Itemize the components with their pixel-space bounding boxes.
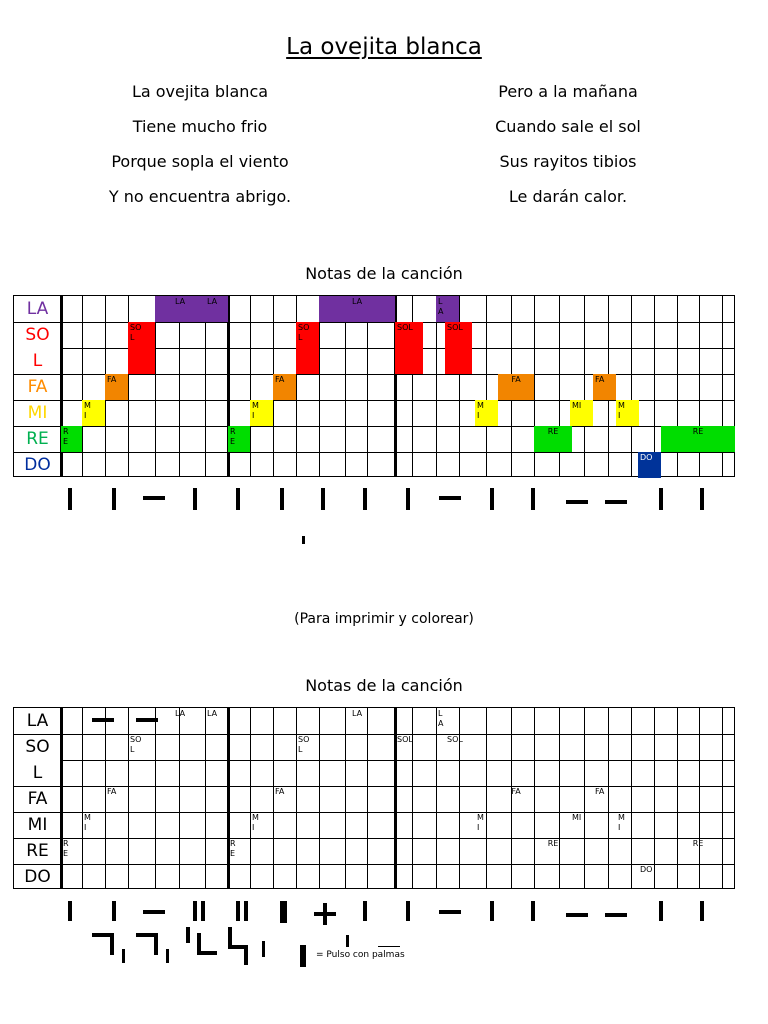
grid-column-line [345,296,346,476]
grid-column-line [82,296,83,476]
pulse-bar [659,901,663,921]
pulse-bar [700,488,704,510]
note-mi: M I [250,400,273,426]
pulse-bar [406,488,410,510]
note-sol: SOL [445,322,472,374]
note-sol: SOL [447,735,463,744]
pulse-thick-bar [300,945,306,967]
pulse-bracket [92,933,112,937]
rhythm-marks-colored [0,480,768,550]
row-label-re: RE [26,841,49,861]
row-label-la: LA [26,711,49,731]
note-fa: FA [498,374,534,400]
row-label-do: DO [24,455,51,475]
note-mi: M I [616,400,639,426]
note-la: LA [174,709,186,718]
pulse-dash [566,913,588,917]
pulse-small [122,949,125,963]
note-mi: M I [84,813,91,832]
pulse-bar [321,488,325,510]
pulse-bar [406,901,410,921]
legend-text: = Pulso con palmas [316,950,405,960]
row-label-l: L [32,351,43,371]
note-re: R E [61,426,82,452]
note-fa: FA [511,787,521,796]
lyric-right-4: Le darán calor. [508,187,628,206]
note-sol: SO L [130,735,142,754]
row-label-fa: FA [27,377,48,397]
pulse-bar [363,901,367,921]
pulse-bar [363,488,367,510]
grid-column-line [319,708,320,888]
pulse-thick-bar [280,901,287,923]
note-mi: M I [477,813,484,832]
grid-row-line [14,426,734,427]
lyric-left-2: Tiene mucho frio [132,117,268,136]
pulse-dash [566,500,588,504]
section-title-blank: Notas de la canción [305,676,463,695]
row-label-so: SO [25,325,50,345]
note-la: LA [155,296,205,322]
pulse-bracket [154,933,158,955]
note-mi: MI [570,400,593,426]
grid-column-line [584,708,585,888]
note-do: DO [640,865,653,874]
pulse-bar [193,488,197,510]
pulse-bar [531,488,535,510]
note-re: R E [230,839,236,858]
note-mi: M I [475,400,498,426]
row-label-mi: MI [27,815,48,835]
pulse-bracket [136,933,156,937]
grid-column-line [250,708,251,888]
row-label-l: L [32,763,43,783]
grid-column-line [205,296,206,476]
note-la: L A [436,296,459,322]
pulse-dash [439,910,461,914]
note-fa: FA [275,787,285,796]
print-color-note: (Para imprimir y colorear) [294,611,474,627]
colored-note-grid [13,295,735,477]
note-do: DO [638,452,661,478]
grid-column-line [654,708,655,888]
note-fa: FA [593,374,616,400]
rhythm-marks-blank [0,895,768,975]
pulse-dash [143,910,165,914]
grid-column-line [179,296,180,476]
lyric-right-3: Sus rayitos tibios [499,152,637,171]
pulse-bar [68,901,72,921]
pulse-double-bar [244,901,248,921]
lyric-left-4: Y no encuentra abrigo. [108,187,292,206]
grid-column-line [486,708,487,888]
legend-line [378,946,400,947]
pulse-dash [439,496,461,500]
note-fa: FA [273,374,296,400]
note-la: LA [351,709,363,718]
grid-column-line [367,708,368,888]
pulse-bar [68,488,72,510]
blank-note-grid [13,707,735,889]
grid-column-line [654,296,655,476]
note-re: RE [692,839,704,848]
note-mi: M I [82,400,105,426]
section-title-colored: Notas de la canción [305,264,463,283]
note-re: R E [63,839,69,858]
pulse-small [346,935,349,947]
pulse-dash [92,718,114,722]
grid-column-line [436,296,437,476]
note-sol: SOL [395,322,423,374]
grid-column-line [250,296,251,476]
grid-column-line [345,708,346,888]
grid-column-line [82,708,83,888]
pulse-bracket [244,945,248,965]
note-mi: MI [572,813,582,822]
grid-row-line [14,322,734,323]
pulse-bracket [197,951,217,955]
grid-column-line [486,296,487,476]
pulse-bar [490,901,494,921]
pulse-bar [700,901,704,921]
note-fa: FA [595,787,605,796]
pulse-dash [605,913,627,917]
grid-column-line [319,296,320,476]
pulse-bar [659,488,663,510]
pulse-bar [280,488,284,510]
pulse-bar [186,927,190,943]
pulse-dash [143,496,165,500]
pulse-double-bar [193,901,197,921]
lyric-left-1: La ovejita blanca [131,82,269,101]
note-fa: FA [107,787,117,796]
row-label-la: LA [26,299,49,319]
row-label-so: SO [25,737,50,757]
grid-column-line [631,296,632,476]
pulse-plus [323,903,327,925]
note-mi: M I [618,813,625,832]
grid-row-line [14,838,734,839]
grid-column-line [367,296,368,476]
note-la: LA [205,296,228,322]
grid-row-line [14,864,734,865]
note-re: RE [661,426,735,452]
pulse-double-bar [236,901,240,921]
note-la: L A [438,709,444,728]
pulse-small [166,949,169,963]
pulse-dash [605,500,627,504]
pulse-bar [112,901,116,921]
row-label-mi: MI [27,403,48,423]
grid-column-line [436,708,437,888]
note-re: R E [228,426,250,452]
pulse-bar [112,488,116,510]
pulse-bar [531,901,535,921]
grid-column-line [205,708,206,888]
grid-column-line [179,708,180,888]
note-sol: SO L [298,735,310,754]
lyric-right-1: Pero a la mañana [498,82,638,101]
note-fa: FA [105,374,128,400]
note-sol: SOL [397,735,413,744]
pulse-bracket [110,933,114,955]
pulse-dot [302,536,305,544]
note-re: RE [547,839,559,848]
row-label-re: RE [26,429,49,449]
note-la: LA [319,296,395,322]
lyric-left-3: Porque sopla el viento [111,152,289,171]
pulse-dash [136,718,158,722]
pulse-bar [236,488,240,510]
pulse-small [262,941,265,957]
pulse-bar [490,488,494,510]
note-sol: SO L [128,322,155,374]
pulse-double-bar [201,901,205,921]
lyric-right-2: Cuando sale el sol [495,117,641,136]
row-label-fa: FA [27,789,48,809]
grid-row-line [14,734,734,735]
grid-column-line [155,296,156,476]
page-title: La ovejita blanca [286,34,482,60]
grid-column-line [155,708,156,888]
row-label-do: DO [24,867,51,887]
grid-row-line [14,452,734,453]
grid-column-line [631,708,632,888]
note-mi: M I [252,813,259,832]
grid-column-line [584,296,585,476]
note-re: RE [534,426,572,452]
note-la: LA [207,709,218,718]
note-sol: SO L [296,322,319,374]
